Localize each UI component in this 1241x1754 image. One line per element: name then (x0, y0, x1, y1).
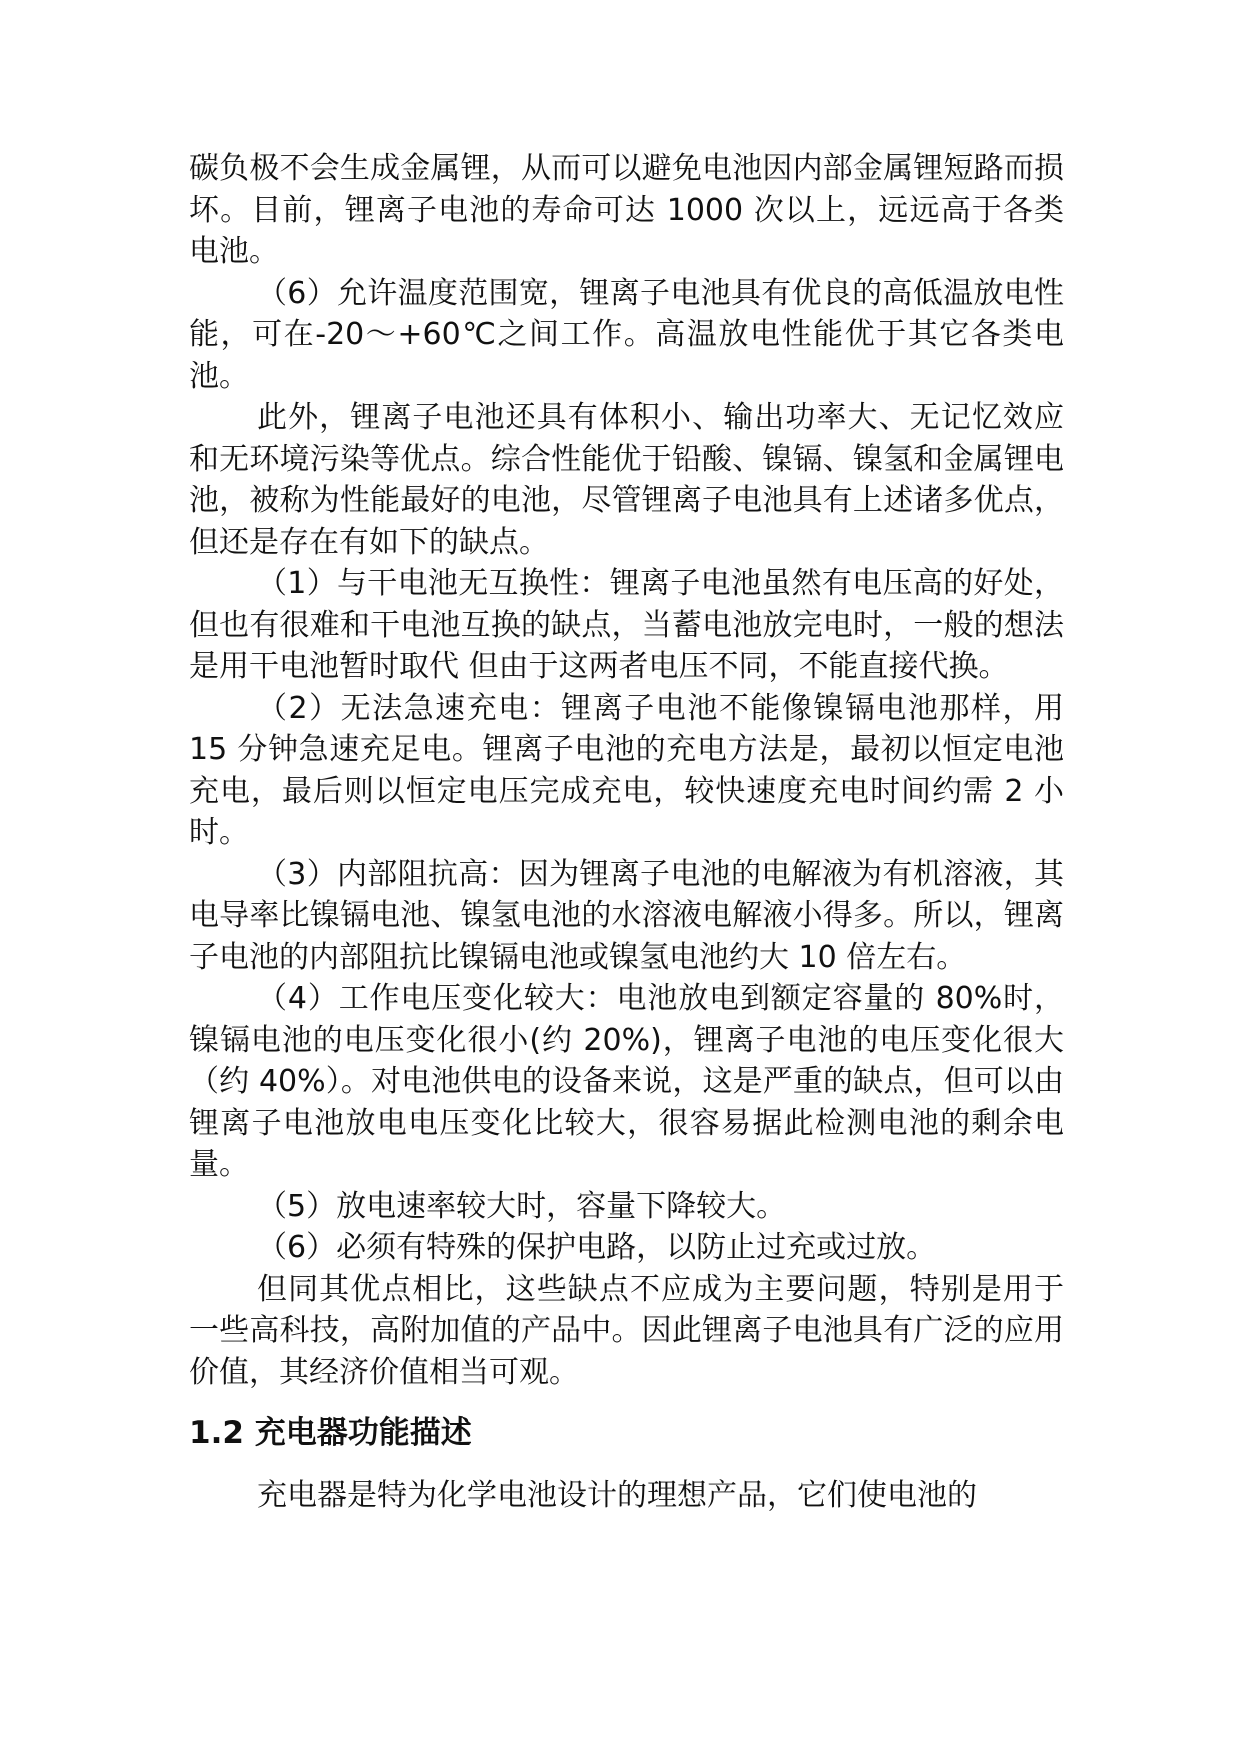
paragraph-8: （5）放电速率较大时，容量下降较大。 (257, 1188, 787, 1224)
paragraph-1: 碳负极不会生成金属锂，从而可以避免电池因内部金属锂短路而损坏。目前，锂离子电池的寿命可达 1000 次以上，远远高于各类电池。 (189, 151, 1064, 269)
paragraph-6: （3）内部阻抗高：因为锂离子电池的电解液为有机溶液，其电导率比镍镉电池、镍氢电池的水溶液电解液小得多。所以，锂离子电池的内部阻抗比镍镉电池或镍氢电池约大 10 倍左右。 (189, 856, 1064, 975)
document-page (189, 148, 1064, 1516)
paragraph-10: 但同其优点相比，这些缺点不应成为主要问题，特别是用于一些高科技，高附加值的产品中。因此锂离子电池具有广泛的应用价值，其经济价值相当可观。 (189, 1271, 1064, 1390)
paragraph-7: （4）工作电压变化较大：电池放电到额定容量的 80%时，镍镉电池的电压变化很小(约 20%)，锂离子电池的电压变化很大（约 40%）。对电池供电的设备来说，这是严重的缺点，但可以由锂离子电池放电电压变化比较大，很容易据此检测电池的剩余电量。 (189, 981, 1064, 1182)
paragraph-9: （6）必须有特殊的保护电路，以防止过充或过放。 (257, 1230, 937, 1265)
paragraph-2: （6）允许温度范围宽，锂离子电池具有优良的高低温放电性能，可在-20～+60℃之间工作。高温放电性能优于其它各类电池。 (189, 275, 1064, 394)
paragraph-11: 充电器是特为化学电池设计的理想产品，它们使电池的 (257, 1477, 977, 1513)
paragraph-3: 此外，锂离子电池还具有体积小、输出功率大、无记忆效应和无环境污染等优点。综合性能优于铅酸、镍镉、镍氢和金属锂电池，被称为性能最好的电池，尽管锂离子电池具有上述诸多优点，但还是存在有如下的缺点。 (189, 400, 1064, 560)
section-heading: 1.2 充电器功能描述 (189, 1415, 472, 1451)
paragraph-4: （1）与干电池无互换性：锂离子电池虽然有电压高的好处，但也有很难和干电池互换的缺点，当蓄电池放完电时，一般的想法是用干电池暂时取代 但由于这两者电压不同，不能直接代换。 (189, 566, 1064, 684)
paragraph-5: （2）无法急速充电：锂离子电池不能像镍镉电池那样，用 15 分钟急速充足电。锂离子电池的充电方法是，最初以恒定电池充电，最后则以恒定电压完成充电，较快速度充电时间约需 2 小时。 (189, 690, 1064, 850)
